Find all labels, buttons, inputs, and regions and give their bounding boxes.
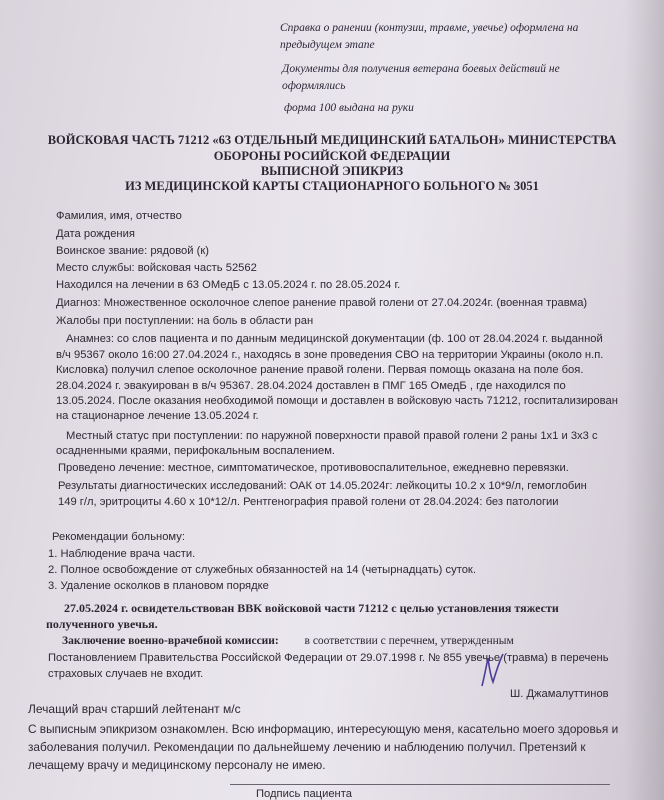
field-service: Место службы: войсковая часть 52562	[56, 262, 257, 274]
ack-line-1: С выписным эпикризом ознакомлен. Всю информацию, интересующую меня, касательно моего здоровья и	[28, 722, 619, 736]
anamnesis-line-6: на стационарное лечение 13.05.2024 г.	[56, 410, 259, 422]
vvk-line-2: полученного увечья.	[46, 617, 158, 631]
note-line-4: оформлялись	[282, 80, 346, 92]
signature-name: Ш. Джамалуттинов	[510, 688, 609, 700]
conclusion-line-1	[62, 635, 514, 647]
anamnesis-line-3: Кисловка) получил слепое осколочное ранение правой голени. Первая помощь оказана на поле боя.	[56, 364, 584, 376]
note-line-2: предыдущем этапе	[280, 39, 375, 51]
header-line-3: ВЫПИСНОЙ ЭПИКРИЗ	[260, 164, 404, 178]
recommendation-item-3: 3. Удаление осколков в плановом порядке	[48, 580, 269, 592]
anamnesis-line-2: в/ч 95367 около 16:00 27.04.2024 г., находясь в зоне проведения СВО на территории Украины (около н.п.	[56, 349, 604, 361]
local-status-line-2: осадненными краями, перифокальным воспалением.	[56, 445, 335, 457]
field-rank: Воинское звание: рядовой (к)	[56, 245, 209, 257]
anamnesis-line-5: 13.05.2024. После оказания необходимой помощи и доставлен в войсковую часть 71212, госпитализирован	[56, 395, 618, 407]
note-line-3: Документы для получения ветерана боевых действий не	[282, 63, 560, 75]
conclusion-label: Заключение военно-врачебной комиссии:	[62, 635, 279, 647]
recommendation-item-1: 1. Наблюдение врача части.	[48, 548, 196, 560]
field-diagnosis: Диагноз: Множественное осколочное слепое ранение правой голени от 27.04.2024г. (военная травма)	[56, 297, 588, 309]
anamnesis-line-1: Анамнез: со слов пациента и по данным медицинской документации (ф. 100 от 28.04.2024 г. выданной	[66, 333, 603, 345]
treatment-done: Проведено лечение: местное, симптоматическое, противовоспалительное, ежедневно перевязки.	[58, 462, 569, 474]
conclusion-line-3: страховых случаев не входит.	[48, 668, 204, 680]
ack-line-3: лечащему врачу и медицинскому персоналу не имею.	[28, 758, 326, 772]
header-line-1: ВОЙСКОВАЯ ЧАСТЬ 71212 «63 ОТДЕЛЬНЫЙ МЕДИЦИНСКИЙ БАТАЛЬОН» МИНИСТЕРСТВА	[47, 133, 617, 147]
vvk-line-1: 27.05.2024 г. освидетельствован ВВК войсковой части 71212 с целью установления тяжести	[64, 601, 559, 615]
local-status-line-1: Местный статус при поступлении: по наружной поверхности правой правой голени 2 раны 1х1 и 3х3 с	[66, 430, 598, 442]
note-line-5: форма 100 выдана на руки	[284, 102, 414, 114]
field-treatment: Находился на лечении в 63 ОМедБ с 13.05.2024 г. по 28.05.2024 г.	[56, 279, 401, 291]
signature-line	[230, 784, 610, 785]
conclusion-text-start: в соответствии с перечнем, утвержденным	[304, 635, 514, 647]
results-line-1: Результаты диагностических исследований: ОАК от 14.05.2024г: лейкоциты 10.2 х 10*9/л, гемоглобин	[58, 480, 587, 492]
signature-scribble	[476, 650, 506, 690]
patient-signature-label: Подпись пациента	[256, 788, 352, 800]
results-line-2: 149 г/л, эритроциты 4.60 х 10*12/л. Рентгенография правой голени от 28.04.2024: без патологии	[58, 496, 559, 508]
anamnesis-line-4: 28.04.2024 г. эвакуирован в в/ч 95367. 28.04.2024 доставлен в ПМГ 165 ОмедБ , где находился по	[56, 380, 566, 392]
page-shadow	[624, 0, 664, 800]
field-name: Фамилия, имя, отчество	[56, 210, 182, 222]
field-complaints: Жалобы при поступлении: на боль в области ран	[56, 315, 314, 327]
recommendation-item-2: 2. Полное освобождение от служебных обязанностей на 14 (четырнадцать) суток.	[48, 564, 476, 576]
header-line-4: ИЗ МЕДИЦИНСКОЙ КАРТЫ СТАЦИОНАРНОГО БОЛЬНОГО № 3051	[125, 179, 539, 193]
ack-line-2: заболевания получил. Рекомендации по дальнейшему лечению и наблюдению получил. Претензий к	[28, 740, 586, 754]
conclusion-line-2: Постановлением Правительства Российской Федерации от 29.07.1998 г. № 855 увечье (травма) в перечень	[48, 652, 609, 664]
note-line-1: Справка о ранении (контузии, травме, увечье) оформлена на	[280, 22, 579, 34]
header-line-2: ОБОРОНЫ РОСИЙСКОЙ ФЕДЕРАЦИИ	[213, 149, 451, 163]
doctor-title: Лечащий врач старший лейтенант м/с	[28, 702, 241, 716]
recommendations-title: Рекомендации больному:	[52, 531, 185, 543]
field-dob: Дата рождения	[56, 228, 135, 240]
